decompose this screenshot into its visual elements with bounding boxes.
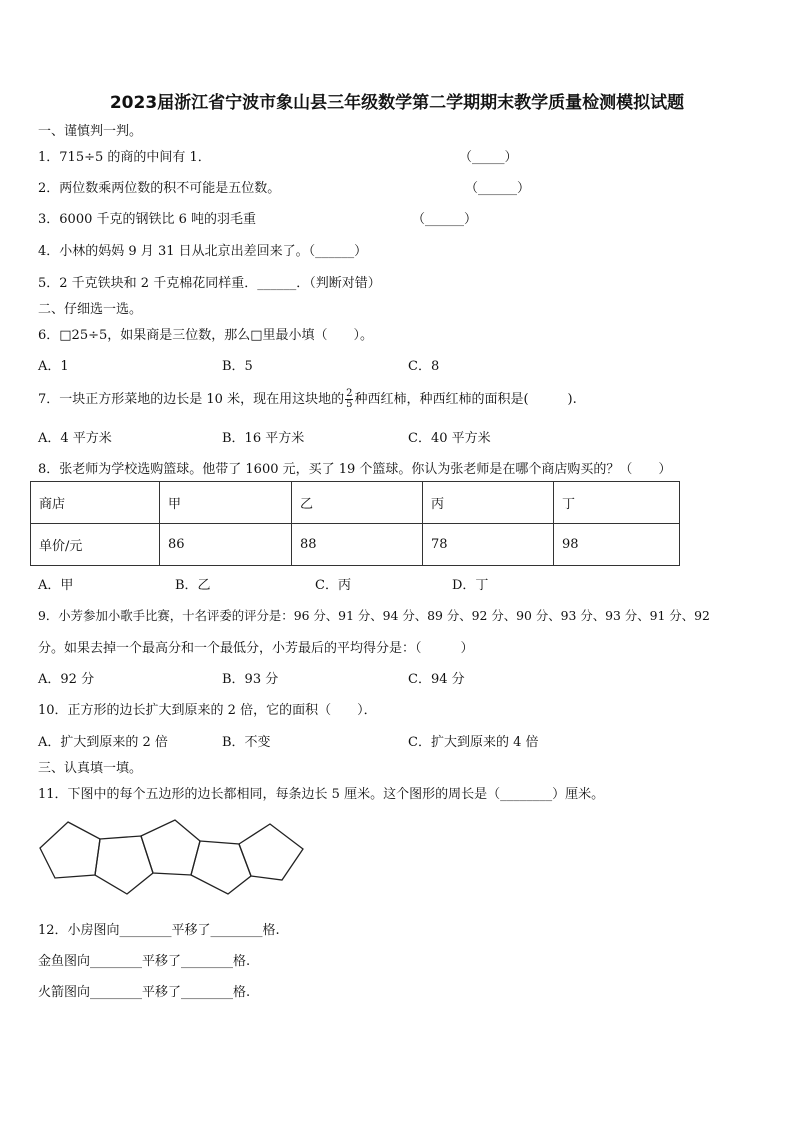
table-cell: 丁 bbox=[554, 482, 680, 524]
answer-blank-2[interactable]: （______） bbox=[465, 181, 531, 196]
pentagon-chain-figure bbox=[38, 818, 308, 898]
question-7 bbox=[38, 388, 577, 410]
question-12-line-2: 金鱼图向________平移了________格. bbox=[38, 954, 251, 969]
q7-text-before: 7．一块正方形菜地的边长是 10 米，现在用这块地的 bbox=[38, 392, 345, 407]
question-12-line-3: 火箭图向________平移了________格. bbox=[38, 985, 251, 1000]
table-cell: 丙 bbox=[423, 482, 554, 524]
answer-blank-3[interactable]: （______） bbox=[412, 212, 478, 227]
q10-option-c[interactable]: C．扩大到原来的 4 倍 bbox=[408, 735, 539, 750]
pentagon-shape bbox=[40, 822, 100, 878]
question-6: 6．□25÷5，如果商是三位数，那么□里最小填（ ）。 bbox=[38, 328, 374, 343]
pentagon-shape bbox=[141, 820, 200, 875]
question-4: 4．小林的妈妈 9 月 31 日从北京出差回来了。（______） bbox=[38, 244, 368, 259]
price-table bbox=[30, 481, 680, 566]
fraction-two-fifths: $\frac{2}{5}$ bbox=[346, 388, 353, 410]
question-10: 10．正方形的边长扩大到原来的 2 倍，它的面积（ ）． bbox=[38, 703, 377, 718]
page-title: 2023届浙江省宁波市象山县三年级数学第二学期期末教学质量检测模拟试题 bbox=[109, 93, 685, 113]
q8-option-b[interactable]: B．乙 bbox=[175, 578, 211, 593]
q7-option-a[interactable]: A．4 平方米 bbox=[38, 431, 112, 446]
question-9-line-2: 分。如果去掉一个最高分和一个最低分，小芳最后的平均得分是：（ ） bbox=[38, 641, 474, 656]
question-12-line-1: 12．小房图向________平移了________格. bbox=[38, 923, 280, 938]
q8-option-a[interactable]: A．甲 bbox=[38, 578, 74, 593]
q9-option-a[interactable]: A．92 分 bbox=[38, 672, 95, 687]
table-cell: 甲 bbox=[160, 482, 292, 524]
table-cell: 98 bbox=[554, 524, 680, 566]
q10-option-a[interactable]: A．扩大到原来的 2 倍 bbox=[38, 735, 168, 750]
section-heading-fill: 三、认真填一填。 bbox=[38, 761, 143, 776]
section-heading-choose: 二、仔细选一选。 bbox=[38, 302, 143, 317]
question-5: 5．2 千克铁块和 2 千克棉花同样重．______．（判断对错） bbox=[38, 276, 381, 291]
q6-option-b[interactable]: B．5 bbox=[222, 359, 253, 374]
q9-option-c[interactable]: C．94 分 bbox=[408, 672, 465, 687]
question-1: 1．715÷5 的商的中间有 1． bbox=[38, 150, 211, 165]
pentagon-shape bbox=[239, 824, 303, 880]
q9-option-b[interactable]: B．93 分 bbox=[222, 672, 279, 687]
q6-option-a[interactable]: A．1 bbox=[38, 359, 69, 374]
q7-option-b[interactable]: B．16 平方米 bbox=[222, 431, 305, 446]
question-9-line-1: 9．小芳参加小歌手比赛，十名评委的评分是：96 分、91 分、94 分、89 分、92 分、90 分、93 分、93 分、91 分、92 bbox=[38, 608, 710, 623]
q6-option-c[interactable]: C．8 bbox=[408, 359, 440, 374]
table-cell: 78 bbox=[423, 524, 554, 566]
question-8: 8．张老师为学校选购篮球。他带了 1600 元，买了 19 个篮球。你认为张老师是在哪个商店购买的？（ ） bbox=[38, 462, 672, 477]
q10-option-b[interactable]: B．不变 bbox=[222, 735, 271, 750]
q8-option-c[interactable]: C．丙 bbox=[315, 578, 351, 593]
q8-option-d[interactable]: D．丁 bbox=[452, 578, 489, 593]
question-3: 3．6000 千克的钢铁比 6 吨的羽毛重 bbox=[38, 212, 257, 227]
table-row bbox=[31, 482, 680, 524]
q7-option-c[interactable]: C．40 平方米 bbox=[408, 431, 491, 446]
table-cell: 乙 bbox=[292, 482, 423, 524]
answer-blank-1[interactable]: （_____） bbox=[459, 150, 518, 165]
table-cell: 86 bbox=[160, 524, 292, 566]
table-row bbox=[31, 524, 680, 566]
table-cell: 88 bbox=[292, 524, 423, 566]
table-cell: 商店 bbox=[31, 482, 160, 524]
section-heading-judge: 一、谨慎判一判。 bbox=[38, 124, 143, 139]
table-cell: 单价/元 bbox=[31, 524, 160, 566]
pentagon-shape bbox=[191, 841, 251, 894]
question-11: 11．下图中的每个五边形的边长都相同，每条边长 5 厘米。这个图形的周长是（________）厘米。 bbox=[38, 787, 605, 802]
q7-text-after: 种西红柿，种西红柿的面积是( ). bbox=[354, 392, 577, 407]
question-2: 2．两位数乘两位数的积不可能是五位数。 bbox=[38, 181, 281, 196]
